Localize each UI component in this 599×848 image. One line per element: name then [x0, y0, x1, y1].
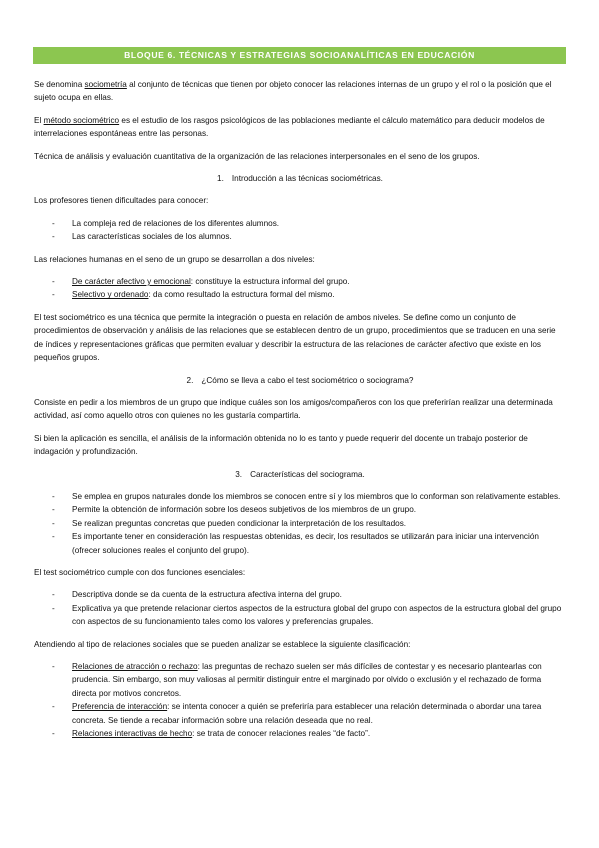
- list-item-text: : se intenta conocer a quién se preferiría para establecer una relación determinada o abordar una tarea concreta. Se tiende a recabar información sobre una relación deseada que no real.: [72, 702, 542, 725]
- dash-marker: -: [52, 232, 55, 242]
- dash-marker: -: [52, 590, 55, 600]
- section-2-paragraph-2: Si bien la aplicación es sencilla, el análisis de la información obtenida no lo es tanto y puede requerir del docente un trabajo posterior de indagación y profundización.: [34, 433, 528, 457]
- term-sociometria: sociometría: [84, 80, 127, 89]
- section-3-list-1: [34, 490, 566, 557]
- list-item: [34, 700, 566, 727]
- list-item-text: Explicativa ya que pretende relacionar ciertos aspectos de la estructura global del grupo con aspectos de la estructura global del grupo con aspectos de su funcionamiento tales como los valores y preferencias grupales.: [72, 603, 562, 627]
- list-item: [34, 275, 566, 288]
- dash-marker: -: [52, 518, 55, 528]
- section-1-paragraph-1: Los profesores tienen dificultades para conocer:: [34, 196, 209, 206]
- list-item: [34, 490, 566, 503]
- list-item-text: Descriptiva donde se da cuenta de la estructura afectiva interna del grupo.: [72, 590, 342, 600]
- list-item: [34, 230, 566, 243]
- list-item-term: Preferencia de interacción: [72, 702, 168, 712]
- list-item: [34, 517, 566, 530]
- list-item-text: : constituye la estructura informal del grupo.: [190, 277, 350, 287]
- dash-marker: -: [52, 662, 55, 671]
- list-item-term: Relaciones de atracción o rechazo: [72, 662, 198, 671]
- section-banner: BLOQUE 6. TÉCNICAS Y ESTRATEGIAS SOCIOANALÍTICAS EN EDUCACIÓN: [33, 47, 566, 64]
- dash-marker: -: [52, 603, 55, 613]
- section-title: Introducción a las técnicas sociométricas.: [231, 174, 383, 184]
- text-span: Se denomina: [34, 80, 85, 89]
- dash-marker: -: [52, 702, 55, 712]
- list-item-text: Las características sociales de los alumnos.: [72, 232, 232, 242]
- section-2-paragraph-1: Consiste en pedir a los miembros de un grupo que indique cuáles son los amigos/compañeros con los que preferirían realizar una determinada actividad, así como aquello otros con quienes no les gustaría compartirla.: [34, 397, 553, 421]
- dash-marker: -: [52, 218, 55, 228]
- list-item-text: Se realizan preguntas concretas que pueden condicionar la interpretación de los resultados.: [72, 518, 407, 528]
- section-title: Características del sociograma.: [250, 469, 365, 479]
- document-body: [34, 78, 566, 749]
- section-number: 1.: [217, 174, 224, 184]
- section-1-list-1: [34, 217, 566, 244]
- intro-paragraph-1: [34, 78, 566, 105]
- list-item: [34, 602, 566, 629]
- dash-marker: -: [52, 505, 55, 515]
- list-item-text: : las preguntas de rechazo suelen ser más difíciles de contestar y es necesario plantearlas con prudencia. Sin embargo, son muy valiosas al permitir distinguir entre el marginado por olvido o exclusión y el rechazado de forma directa por motivos concretos.: [72, 662, 542, 698]
- text-span: El: [34, 115, 44, 125]
- list-item-text: Se emplea en grupos naturales donde los miembros se conocen entre sí y los miembros que lo conforman son relativamente estables.: [72, 491, 561, 501]
- intro-paragraph-3: Técnica de análisis y evaluación cuantitativa de la organización de las relaciones interpersonales en el seno de los grupos.: [34, 151, 480, 161]
- list-item: [34, 217, 566, 230]
- list-item-term: De carácter afectivo y emocional: [72, 277, 191, 287]
- section-1-paragraph-2: Las relaciones humanas en el seno de un grupo se desarrollan a dos niveles:: [34, 254, 315, 264]
- list-item: [34, 588, 566, 601]
- term-metodo-sociometrico: método sociométrico: [43, 115, 120, 125]
- list-item-term: Relaciones interactivas de hecho: [72, 729, 193, 739]
- dash-marker: -: [52, 491, 55, 501]
- list-item-text: Permite la obtención de información sobre los deseos subjetivos de los miembros de un grupo.: [72, 505, 417, 515]
- list-item: [34, 288, 566, 301]
- intro-paragraph-2: [34, 114, 566, 141]
- text-span: al conjunto de técnicas que tienen por objeto conocer las relaciones internas de un grupo y el rol o la posición que el sujeto ocupa en ellas.: [34, 80, 552, 103]
- list-item: [34, 727, 566, 740]
- section-1-heading: [34, 172, 566, 185]
- section-1-paragraph-3: El test sociométrico es una técnica que permite la integración o puesta en relación de ambos niveles. Se define como un conjunto de procedimientos de observación y análisis de las relaciones que se establecen dentro de un grupo, procedimientos que se traducen en una serie de índices y representaciones gráficas que permiten evaluar y describir la estructura de las relaciones de carácter afectivo que existe en los pequeños grupos.: [34, 312, 556, 363]
- dash-marker: -: [52, 729, 55, 739]
- section-3-paragraph-1: El test sociométrico cumple con dos funciones esenciales:: [34, 567, 246, 577]
- list-item: [34, 660, 566, 700]
- section-3-paragraph-2: Atendiendo al tipo de relaciones sociales que se pueden analizar se establece la siguiente clasificación:: [34, 639, 411, 649]
- section-3-list-3: [34, 660, 566, 740]
- section-3-heading: [34, 468, 566, 481]
- dash-marker: -: [52, 290, 55, 300]
- list-item-term: Selectivo y ordenado: [72, 290, 149, 300]
- list-item: [34, 503, 566, 516]
- list-item: [34, 530, 566, 557]
- section-1-list-2: [34, 275, 566, 302]
- dash-marker: -: [52, 277, 55, 287]
- section-2-heading: [34, 374, 566, 387]
- list-item-text: La compleja red de relaciones de los diferentes alumnos.: [72, 218, 280, 228]
- list-item-text: Es importante tener en consideración las respuestas obtenidas, es decir, los resultados se utilizarán para iniciar una intervención (ofrecer soluciones reales el conjunto del grupo).: [72, 532, 539, 555]
- dash-marker: -: [52, 532, 55, 542]
- section-3-list-2: [34, 588, 566, 628]
- text-span: es el estudio de los rasgos psicológicos de las poblaciones mediante el cálculo matemático para deducir modelos de interrelaciones espontáneas entre las personas.: [34, 115, 545, 139]
- section-title: ¿Cómo se lleva a cabo el test sociométrico o sociograma?: [201, 375, 414, 385]
- list-item-text: : se trata de conocer relaciones reales “de facto”.: [192, 729, 371, 739]
- section-number: 2.: [186, 375, 194, 385]
- section-number: 3.: [235, 469, 243, 479]
- list-item-text: : da como resultado la estructura formal del mismo.: [148, 290, 335, 300]
